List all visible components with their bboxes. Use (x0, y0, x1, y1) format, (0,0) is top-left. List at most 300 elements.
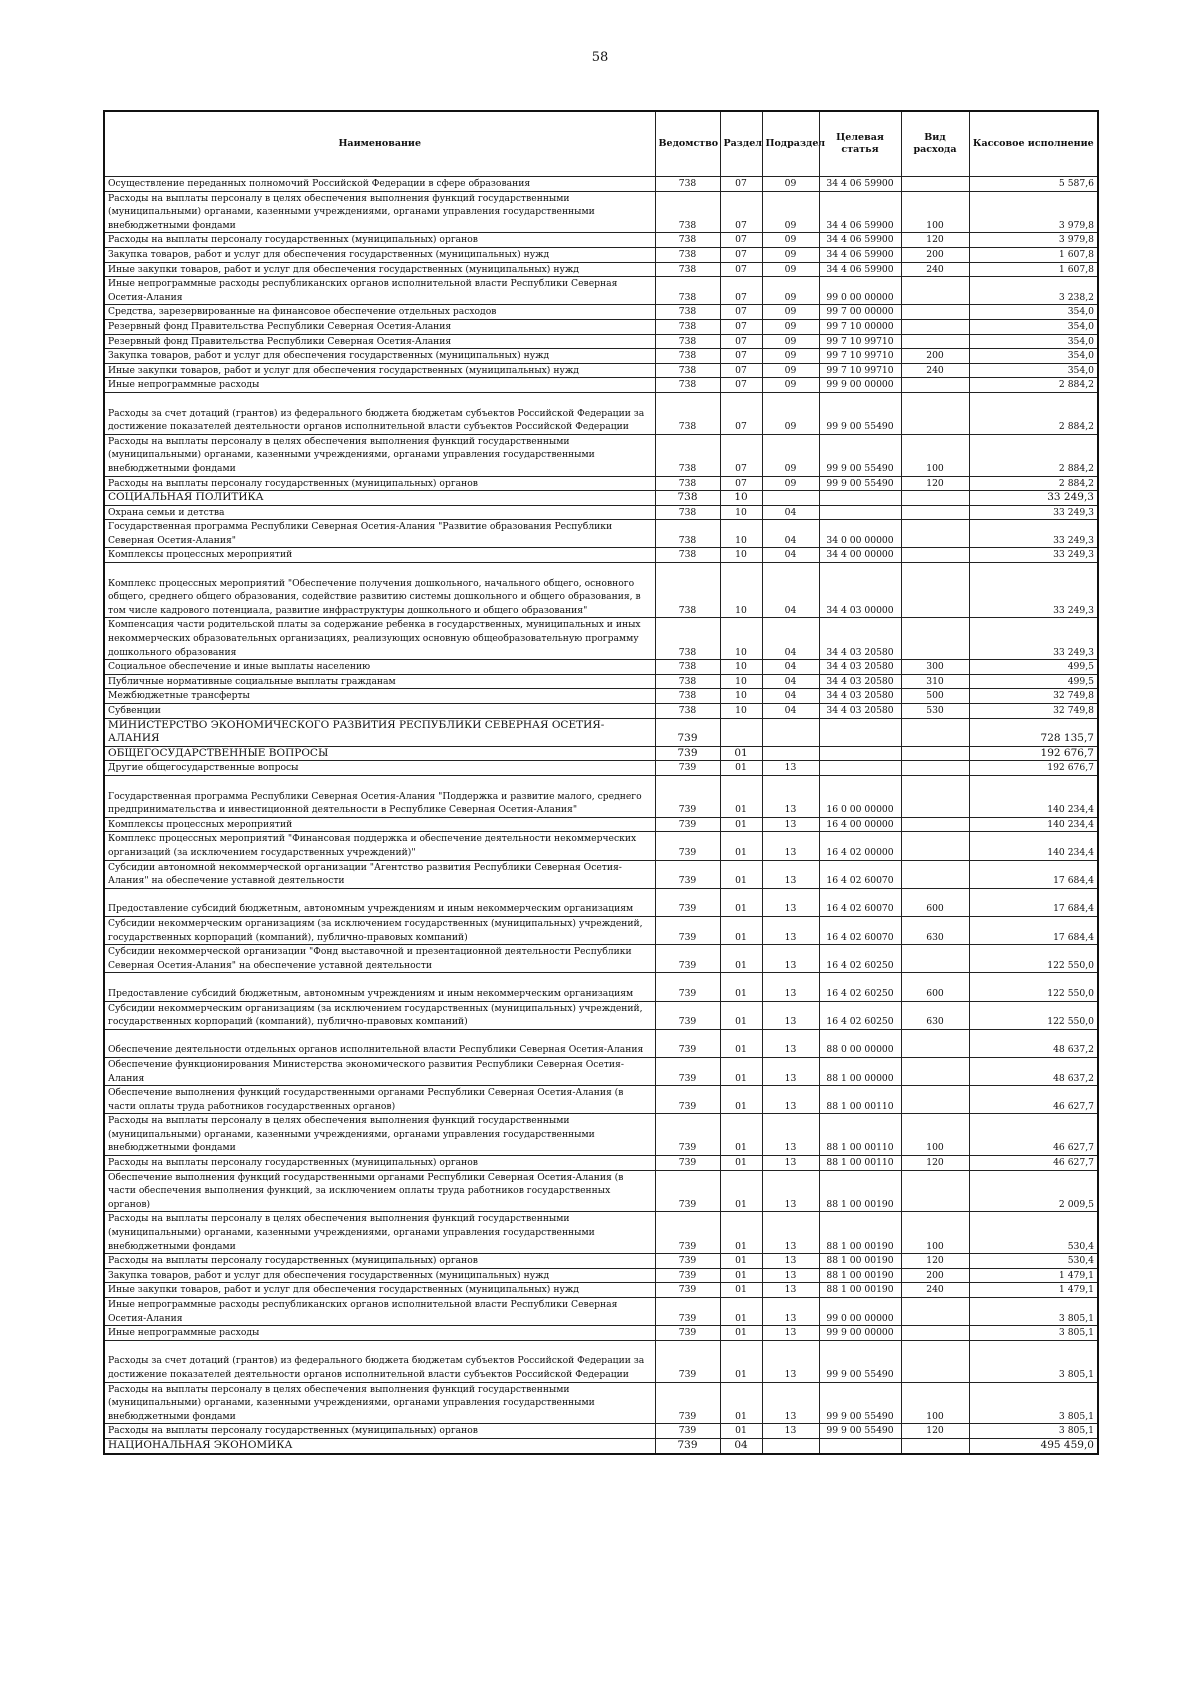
cell-subsection: 09 (762, 349, 819, 364)
cell-subsection: 13 (762, 1114, 819, 1156)
cell-section: 07 (720, 262, 762, 277)
cell-section: 01 (720, 1029, 762, 1057)
cell-target (819, 718, 901, 746)
cell-target: 34 4 03 20580 (819, 660, 901, 675)
cell-dept: 738 (655, 349, 720, 364)
cell-target: 34 4 06 59900 (819, 191, 901, 233)
cell-exp-type (901, 1170, 969, 1212)
table-row (104, 1424, 1098, 1439)
cell-subsection: 13 (762, 1382, 819, 1424)
cell-section: 01 (720, 832, 762, 860)
cell-exp-type: 120 (901, 233, 969, 248)
cell-subsection: 09 (762, 247, 819, 262)
cell-amount: 3 979,8 (969, 233, 1098, 248)
cell-name: Расходы на выплаты персоналу в целях обеспечения выполнения функций государственными (муниципальными) органами, казенными учреждениями, органами управления государственными внебюджетными фондами (104, 191, 655, 233)
cell-exp-type (901, 277, 969, 305)
cell-target: 99 7 10 00000 (819, 319, 901, 334)
cell-dept: 738 (655, 334, 720, 349)
cell-exp-type (901, 177, 969, 192)
cell-amount: 140 234,4 (969, 832, 1098, 860)
cell-subsection: 04 (762, 505, 819, 520)
cell-dept: 739 (655, 1086, 720, 1114)
cell-target: 34 4 03 20580 (819, 674, 901, 689)
cell-section: 01 (720, 1156, 762, 1171)
cell-name: МИНИСТЕРСТВО ЭКОНОМИЧЕСКОГО РАЗВИТИЯ РЕСПУБЛИКИ СЕВЕРНАЯ ОСЕТИЯ-АЛАНИЯ (104, 718, 655, 746)
table-row (104, 334, 1098, 349)
cell-dept: 739 (655, 718, 720, 746)
table-row (104, 349, 1098, 364)
cell-subsection: 13 (762, 1268, 819, 1283)
cell-name: Комплекс процессных мероприятий "Обеспечение получения дошкольного, начального общего, основного общего, среднего общего образования, содействие развитию системы дошкольного и общего образования, в том числе кадрового потенциала, развитие инфраструктуры дошкольного и общего образования" (104, 563, 655, 618)
cell-target: 34 4 06 59900 (819, 247, 901, 262)
cell-amount: 2 884,2 (969, 392, 1098, 434)
cell-amount: 140 234,4 (969, 817, 1098, 832)
cell-subsection: 09 (762, 378, 819, 393)
cell-subsection: 13 (762, 776, 819, 818)
cell-section: 01 (720, 1086, 762, 1114)
table-row (104, 1114, 1098, 1156)
cell-amount: 33 249,3 (969, 563, 1098, 618)
cell-dept: 739 (655, 761, 720, 776)
cell-name: Расходы за счет дотаций (грантов) из федерального бюджета бюджетам субъектов Российской Федерации за достижение показателей деятельности органов исполнительной власти субъектов Российской Федерации (104, 1340, 655, 1382)
cell-section: 01 (720, 761, 762, 776)
table-row (104, 618, 1098, 660)
cell-target: 16 4 02 60070 (819, 860, 901, 888)
cell-exp-type (901, 718, 969, 746)
cell-dept: 738 (655, 392, 720, 434)
cell-dept: 738 (655, 319, 720, 334)
table-row (104, 1001, 1098, 1029)
table-row (104, 1057, 1098, 1085)
cell-subsection: 04 (762, 674, 819, 689)
cell-amount: 3 805,1 (969, 1382, 1098, 1424)
table-row (104, 319, 1098, 334)
table-row (104, 689, 1098, 704)
cell-dept: 738 (655, 378, 720, 393)
cell-amount: 122 550,0 (969, 945, 1098, 973)
cell-exp-type (901, 1086, 969, 1114)
table-row (104, 746, 1098, 761)
cell-target: 16 0 00 00000 (819, 776, 901, 818)
cell-target: 34 4 00 00000 (819, 548, 901, 563)
cell-section: 01 (720, 888, 762, 916)
cell-target: 99 7 10 99710 (819, 363, 901, 378)
cell-subsection (762, 491, 819, 506)
cell-amount: 3 805,1 (969, 1424, 1098, 1439)
col-header-amount: Кассовое исполнение (969, 111, 1098, 177)
cell-section: 07 (720, 191, 762, 233)
cell-target: 34 4 03 00000 (819, 563, 901, 618)
cell-exp-type: 630 (901, 916, 969, 944)
cell-subsection: 13 (762, 1170, 819, 1212)
cell-section: 01 (720, 1001, 762, 1029)
cell-section: 07 (720, 363, 762, 378)
cell-name: Расходы на выплаты персоналу государственных (муниципальных) органов (104, 1424, 655, 1439)
table-row (104, 776, 1098, 818)
cell-exp-type (901, 305, 969, 320)
cell-name: Средства, зарезервированные на финансовое обеспечение отдельных расходов (104, 305, 655, 320)
cell-amount: 499,5 (969, 660, 1098, 675)
budget-table (103, 110, 1099, 1455)
cell-amount: 530,4 (969, 1254, 1098, 1269)
cell-section: 04 (720, 1439, 762, 1454)
cell-exp-type (901, 761, 969, 776)
col-header-target: Целевая статья (819, 111, 901, 177)
cell-dept: 739 (655, 1156, 720, 1171)
cell-target (819, 505, 901, 520)
cell-exp-type (901, 505, 969, 520)
cell-amount: 354,0 (969, 305, 1098, 320)
cell-amount: 46 627,7 (969, 1086, 1098, 1114)
table-row (104, 233, 1098, 248)
cell-subsection: 09 (762, 319, 819, 334)
cell-exp-type (901, 1326, 969, 1341)
cell-section: 01 (720, 1283, 762, 1298)
cell-target: 99 7 10 99710 (819, 349, 901, 364)
cell-section: 01 (720, 1298, 762, 1326)
cell-dept: 739 (655, 1382, 720, 1424)
cell-dept: 739 (655, 1283, 720, 1298)
col-header-section: Раздел (720, 111, 762, 177)
cell-dept: 738 (655, 563, 720, 618)
table-row (104, 1283, 1098, 1298)
cell-section: 01 (720, 746, 762, 761)
cell-target: 99 9 00 00000 (819, 378, 901, 393)
cell-amount: 140 234,4 (969, 776, 1098, 818)
table-row (104, 916, 1098, 944)
cell-exp-type (901, 860, 969, 888)
cell-exp-type: 240 (901, 1283, 969, 1298)
cell-name: Расходы за счет дотаций (грантов) из федерального бюджета бюджетам субъектов Российской Федерации за достижение показателей деятельности органов исполнительной власти субъектов Российской Федерации (104, 392, 655, 434)
cell-target: 16 4 02 60070 (819, 916, 901, 944)
cell-subsection: 13 (762, 888, 819, 916)
cell-section: 10 (720, 674, 762, 689)
cell-dept: 739 (655, 1268, 720, 1283)
cell-dept: 738 (655, 505, 720, 520)
cell-exp-type (901, 334, 969, 349)
cell-exp-type: 200 (901, 247, 969, 262)
cell-dept: 738 (655, 674, 720, 689)
cell-exp-type (901, 319, 969, 334)
cell-exp-type: 500 (901, 689, 969, 704)
cell-subsection (762, 718, 819, 746)
cell-name: Субсидии автономной некоммерческой организации "Агентство развития Республики Северная Осетия-Алания" на обеспечение уставной деятельности (104, 860, 655, 888)
cell-subsection: 13 (762, 860, 819, 888)
cell-name: Межбюджетные трансферты (104, 689, 655, 704)
cell-subsection: 04 (762, 704, 819, 719)
cell-dept: 738 (655, 177, 720, 192)
cell-amount: 48 637,2 (969, 1057, 1098, 1085)
table-row (104, 520, 1098, 548)
cell-section: 10 (720, 548, 762, 563)
cell-exp-type: 240 (901, 262, 969, 277)
table-row (104, 177, 1098, 192)
cell-target: 88 1 00 00000 (819, 1057, 901, 1085)
cell-name: Субсидии некоммерческим организациям (за исключением государственных (муниципальных) учреждений, государственных корпораций (компаний), публично-правовых компаний) (104, 916, 655, 944)
cell-name: Субвенции (104, 704, 655, 719)
cell-amount: 122 550,0 (969, 1001, 1098, 1029)
table-row (104, 1298, 1098, 1326)
cell-dept: 738 (655, 660, 720, 675)
cell-exp-type (901, 1057, 969, 1085)
cell-amount: 2 009,5 (969, 1170, 1098, 1212)
cell-section: 10 (720, 660, 762, 675)
cell-dept: 738 (655, 363, 720, 378)
col-header-subsection: Подраздел (762, 111, 819, 177)
table-row (104, 1340, 1098, 1382)
cell-dept: 738 (655, 434, 720, 476)
cell-amount: 2 884,2 (969, 476, 1098, 491)
table-row (104, 247, 1098, 262)
cell-target: 99 9 00 00000 (819, 1326, 901, 1341)
cell-target: 88 1 00 00190 (819, 1212, 901, 1254)
cell-exp-type: 300 (901, 660, 969, 675)
cell-section: 07 (720, 305, 762, 320)
cell-amount: 192 676,7 (969, 746, 1098, 761)
cell-target: 16 4 02 60250 (819, 1001, 901, 1029)
cell-name: Закупка товаров, работ и услуг для обеспечения государственных (муниципальных) нужд (104, 247, 655, 262)
col-header-dept: Ведомство (655, 111, 720, 177)
cell-dept: 738 (655, 520, 720, 548)
table-row (104, 817, 1098, 832)
cell-target: 88 1 00 00190 (819, 1170, 901, 1212)
cell-dept: 738 (655, 262, 720, 277)
cell-dept: 738 (655, 689, 720, 704)
page-number: 58 (591, 50, 609, 65)
cell-name: Закупка товаров, работ и услуг для обеспечения государственных (муниципальных) нужд (104, 1268, 655, 1283)
cell-amount: 354,0 (969, 349, 1098, 364)
cell-name: Иные закупки товаров, работ и услуг для обеспечения государственных (муниципальных) нужд (104, 262, 655, 277)
table-row (104, 392, 1098, 434)
cell-amount: 48 637,2 (969, 1029, 1098, 1057)
table-row (104, 660, 1098, 675)
cell-name: Субсидии некоммерческой организации "Фонд выставочной и презентационной деятельности Республики Северная Осетия-Алания" на обеспечение уставной деятельности (104, 945, 655, 973)
table-row (104, 1212, 1098, 1254)
cell-dept: 739 (655, 1298, 720, 1326)
cell-dept: 739 (655, 776, 720, 818)
cell-amount: 354,0 (969, 319, 1098, 334)
cell-target: 34 4 03 20580 (819, 704, 901, 719)
cell-dept: 738 (655, 476, 720, 491)
cell-subsection: 04 (762, 548, 819, 563)
cell-amount: 32 749,8 (969, 704, 1098, 719)
cell-subsection: 09 (762, 392, 819, 434)
cell-subsection: 04 (762, 520, 819, 548)
cell-name: Компенсация части родительской платы за содержание ребенка в государственных, муниципальных и иных некоммерческих образовательных организациях, реализующих основную общеобразовательную программу дошкольного образования (104, 618, 655, 660)
cell-subsection: 04 (762, 689, 819, 704)
cell-name: Комплекс процессных мероприятий "Финансовая поддержка и обеспечение деятельности некоммерческих организаций (за исключением государственных учреждений)" (104, 832, 655, 860)
cell-subsection (762, 746, 819, 761)
table-row (104, 674, 1098, 689)
cell-exp-type: 120 (901, 1424, 969, 1439)
cell-name: Расходы на выплаты персоналу государственных (муниципальных) органов (104, 476, 655, 491)
cell-exp-type: 100 (901, 1212, 969, 1254)
cell-section: 10 (720, 563, 762, 618)
cell-name: Обеспечение деятельности отдельных органов исполнительной власти Республики Северная Осетия-Алания (104, 1029, 655, 1057)
cell-amount: 3 805,1 (969, 1326, 1098, 1341)
cell-section: 01 (720, 945, 762, 973)
cell-exp-type (901, 1340, 969, 1382)
cell-dept: 738 (655, 704, 720, 719)
cell-amount: 3 238,2 (969, 277, 1098, 305)
table-row (104, 704, 1098, 719)
cell-subsection: 09 (762, 363, 819, 378)
col-header-exp-type: Вид расхода (901, 111, 969, 177)
cell-amount: 3 805,1 (969, 1340, 1098, 1382)
cell-subsection: 13 (762, 1001, 819, 1029)
table-row (104, 491, 1098, 506)
cell-amount: 1 607,8 (969, 247, 1098, 262)
cell-subsection: 09 (762, 233, 819, 248)
cell-name: Расходы на выплаты персоналу в целях обеспечения выполнения функций государственными (муниципальными) органами, казенными учреждениями, органами управления государственными внебюджетными фондами (104, 1382, 655, 1424)
cell-subsection: 13 (762, 945, 819, 973)
cell-amount: 530,4 (969, 1212, 1098, 1254)
cell-target: 99 7 10 99710 (819, 334, 901, 349)
table-row (104, 761, 1098, 776)
cell-name: Иные закупки товаров, работ и услуг для обеспечения государственных (муниципальных) нужд (104, 1283, 655, 1298)
cell-amount: 192 676,7 (969, 761, 1098, 776)
cell-exp-type: 200 (901, 349, 969, 364)
cell-subsection: 13 (762, 1298, 819, 1326)
cell-target: 99 9 00 55490 (819, 1382, 901, 1424)
cell-name: Обеспечение выполнения функций государственными органами Республики Северная Осетия-Алания (в части обеспечения выполнения функций, за исключением оплаты труда работников государственных органов) (104, 1170, 655, 1212)
table-row (104, 1254, 1098, 1269)
cell-exp-type (901, 548, 969, 563)
cell-section: 10 (720, 505, 762, 520)
cell-dept: 739 (655, 1057, 720, 1085)
cell-name: ОБЩЕГОСУДАРСТВЕННЫЕ ВОПРОСЫ (104, 746, 655, 761)
cell-subsection: 13 (762, 1057, 819, 1085)
cell-name: Комплексы процессных мероприятий (104, 548, 655, 563)
table-row (104, 378, 1098, 393)
table-row (104, 563, 1098, 618)
cell-subsection: 13 (762, 1340, 819, 1382)
col-header-name: Наименование (104, 111, 655, 177)
cell-amount: 1 479,1 (969, 1283, 1098, 1298)
cell-section: 01 (720, 1254, 762, 1269)
cell-dept: 738 (655, 491, 720, 506)
cell-target: 99 0 00 00000 (819, 277, 901, 305)
cell-target: 34 4 06 59900 (819, 233, 901, 248)
cell-amount: 33 249,3 (969, 520, 1098, 548)
cell-section: 01 (720, 1170, 762, 1212)
cell-section: 01 (720, 916, 762, 944)
cell-amount: 354,0 (969, 334, 1098, 349)
cell-subsection: 13 (762, 832, 819, 860)
cell-section: 01 (720, 1424, 762, 1439)
cell-dept: 739 (655, 1254, 720, 1269)
cell-amount: 499,5 (969, 674, 1098, 689)
cell-name: Резервный фонд Правительства Республики Северная Осетия-Алания (104, 334, 655, 349)
cell-name: Иные непрограммные расходы (104, 1326, 655, 1341)
cell-exp-type (901, 618, 969, 660)
cell-target (819, 1439, 901, 1454)
cell-amount: 33 249,3 (969, 491, 1098, 506)
cell-amount: 17 684,4 (969, 860, 1098, 888)
cell-dept: 739 (655, 1029, 720, 1057)
cell-exp-type (901, 1298, 969, 1326)
cell-subsection: 13 (762, 1086, 819, 1114)
cell-name: Иные непрограммные расходы (104, 378, 655, 393)
cell-amount: 17 684,4 (969, 888, 1098, 916)
cell-target: 34 4 06 59900 (819, 177, 901, 192)
cell-target: 16 4 02 00000 (819, 832, 901, 860)
cell-subsection: 09 (762, 305, 819, 320)
cell-subsection: 13 (762, 916, 819, 944)
cell-subsection: 09 (762, 262, 819, 277)
table-row (104, 305, 1098, 320)
cell-subsection: 09 (762, 334, 819, 349)
cell-name: НАЦИОНАЛЬНАЯ ЭКОНОМИКА (104, 1439, 655, 1454)
table-row (104, 1326, 1098, 1341)
cell-section: 10 (720, 618, 762, 660)
cell-dept: 738 (655, 191, 720, 233)
cell-name: Расходы на выплаты персоналу государственных (муниципальных) органов (104, 1254, 655, 1269)
cell-section: 01 (720, 1212, 762, 1254)
cell-exp-type: 600 (901, 973, 969, 1001)
cell-target: 99 0 00 00000 (819, 1298, 901, 1326)
cell-section: 10 (720, 491, 762, 506)
cell-name: Расходы на выплаты персоналу в целях обеспечения выполнения функций государственными (муниципальными) органами, казенными учреждениями, органами управления государственными внебюджетными фондами (104, 434, 655, 476)
cell-subsection: 13 (762, 1283, 819, 1298)
cell-exp-type: 310 (901, 674, 969, 689)
table-row (104, 505, 1098, 520)
cell-section: 07 (720, 378, 762, 393)
cell-section: 01 (720, 860, 762, 888)
cell-dept: 739 (655, 1424, 720, 1439)
cell-subsection: 13 (762, 761, 819, 776)
table-row (104, 262, 1098, 277)
cell-exp-type: 100 (901, 1114, 969, 1156)
cell-dept: 739 (655, 916, 720, 944)
table-row (104, 1029, 1098, 1057)
cell-target: 99 9 00 55490 (819, 392, 901, 434)
cell-subsection: 13 (762, 1326, 819, 1341)
cell-exp-type: 100 (901, 191, 969, 233)
cell-subsection: 09 (762, 277, 819, 305)
cell-section: 07 (720, 392, 762, 434)
cell-amount: 5 587,6 (969, 177, 1098, 192)
cell-amount: 46 627,7 (969, 1114, 1098, 1156)
cell-name: Иные непрограммные расходы республиканских органов исполнительной власти Республики Северная Осетия-Алания (104, 1298, 655, 1326)
cell-section: 01 (720, 1268, 762, 1283)
cell-section: 01 (720, 1382, 762, 1424)
cell-section (720, 718, 762, 746)
table-row (104, 363, 1098, 378)
cell-amount: 3 979,8 (969, 191, 1098, 233)
cell-name: Иные непрограммные расходы республиканских органов исполнительной власти Республики Северная Осетия-Алания (104, 277, 655, 305)
cell-section: 10 (720, 689, 762, 704)
cell-amount: 33 249,3 (969, 505, 1098, 520)
cell-subsection (762, 1439, 819, 1454)
cell-name: Закупка товаров, работ и услуг для обеспечения государственных (муниципальных) нужд (104, 349, 655, 364)
cell-name: Предоставление субсидий бюджетным, автономным учреждениям и иным некоммерческим организациям (104, 888, 655, 916)
cell-dept: 738 (655, 277, 720, 305)
cell-name: Расходы на выплаты персоналу государственных (муниципальных) органов (104, 1156, 655, 1171)
cell-exp-type (901, 520, 969, 548)
cell-target (819, 491, 901, 506)
table-row (104, 191, 1098, 233)
cell-name: Обеспечение выполнения функций государственными органами Республики Северная Осетия-Алания (в части оплаты труда работников государственных органов) (104, 1086, 655, 1114)
cell-amount: 32 749,8 (969, 689, 1098, 704)
cell-target: 88 1 00 00190 (819, 1268, 901, 1283)
cell-dept: 739 (655, 1114, 720, 1156)
cell-dept: 738 (655, 618, 720, 660)
table-row (104, 277, 1098, 305)
cell-exp-type (901, 832, 969, 860)
cell-target: 99 9 00 55490 (819, 476, 901, 491)
cell-exp-type: 120 (901, 1156, 969, 1171)
